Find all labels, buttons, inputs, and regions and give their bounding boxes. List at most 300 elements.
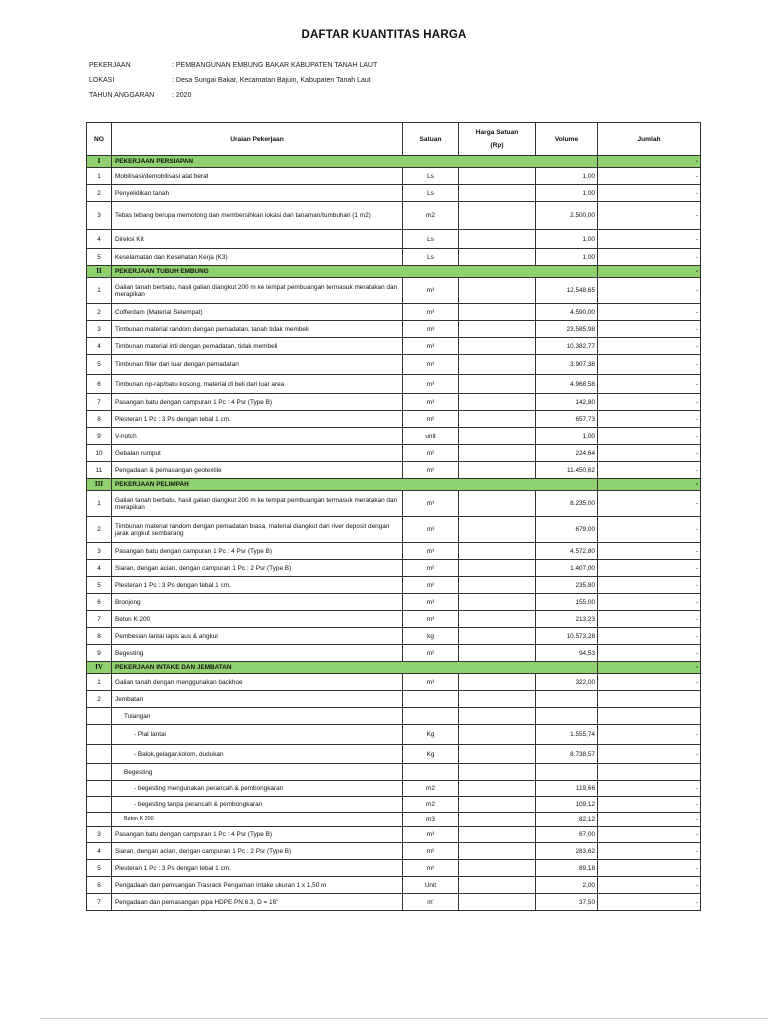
table-row (87, 764, 701, 781)
item-unit-price (459, 375, 536, 394)
item-number: 2 (87, 691, 112, 708)
section-row (87, 266, 701, 278)
item-number (87, 813, 112, 827)
item-volume: 235,80 (536, 577, 598, 594)
item-number: 8 (87, 628, 112, 645)
item-unit (403, 691, 459, 708)
item-volume (536, 691, 598, 708)
table-row (87, 725, 701, 745)
meta-value: : PEMBANGUNAN EMBUNG BAKAR KABUPATEN TANAH LAUT (172, 62, 378, 69)
table-row (87, 745, 701, 764)
header-satuan: Satuan (403, 123, 459, 156)
item-number: 3 (87, 202, 112, 230)
item-number: 6 (87, 594, 112, 611)
meta-label: PEKERJAAN (89, 62, 131, 69)
item-description: - Plat lantai (112, 725, 403, 745)
item-amount: - (598, 445, 701, 462)
table-row (87, 674, 701, 691)
table-row (87, 445, 701, 462)
item-unit-price (459, 249, 536, 266)
header-harga-line1: Harga Satuan (475, 129, 519, 136)
table-row (87, 560, 701, 577)
item-unit-price (459, 628, 536, 645)
table-row (87, 185, 701, 202)
item-unit-price (459, 462, 536, 479)
item-amount (598, 691, 701, 708)
table-row (87, 543, 701, 560)
item-unit: m³ (403, 611, 459, 628)
item-description: Tulangan (112, 708, 403, 725)
item-unit-price (459, 517, 536, 543)
item-unit: m³ (403, 394, 459, 411)
table-row (87, 797, 701, 813)
item-volume: 8.235,00 (536, 491, 598, 517)
item-unit: m2 (403, 797, 459, 813)
item-amount: - (598, 745, 701, 764)
item-amount: - (598, 543, 701, 560)
item-description: Galian tanah berbatu, hasil galian diangkut 200 m ke tempat pembuangan termasuk meratakan dan merapikan (112, 491, 403, 517)
header-no: NO (87, 123, 112, 156)
item-unit-price (459, 394, 536, 411)
item-unit (403, 764, 459, 781)
item-description: - begesting tanpa perancah & pembongkaran (112, 797, 403, 813)
item-description: Pengadaan dan pemsangan Trasrack Pengaman Intake ukuran 1 x 1,50 m (112, 877, 403, 894)
table-row (87, 462, 701, 479)
item-description: Bronjong (112, 594, 403, 611)
item-amount: - (598, 517, 701, 543)
item-number: 10 (87, 445, 112, 462)
item-unit-price (459, 185, 536, 202)
item-unit: m² (403, 445, 459, 462)
section-number: IV (87, 662, 112, 674)
section-total: - (598, 156, 701, 168)
item-unit-price (459, 725, 536, 745)
item-unit: m² (403, 577, 459, 594)
item-unit: m2 (403, 202, 459, 230)
table-row (87, 491, 701, 517)
item-volume: 109,12 (536, 797, 598, 813)
section-title: PEKERJAAN INTAKE DAN JEMBATAN (112, 662, 598, 674)
item-unit: m³ (403, 321, 459, 338)
item-number: 2 (87, 304, 112, 321)
item-description: Begesting (112, 764, 403, 781)
item-number: 7 (87, 394, 112, 411)
table-row (87, 843, 701, 860)
item-number: 4 (87, 338, 112, 355)
item-volume: 1,00 (536, 230, 598, 249)
item-number: 1 (87, 278, 112, 304)
item-unit-price (459, 745, 536, 764)
item-volume: 11.450,62 (536, 462, 598, 479)
table-row (87, 781, 701, 797)
item-unit: Kg (403, 725, 459, 745)
item-number: 3 (87, 827, 112, 843)
item-amount: - (598, 230, 701, 249)
boq-body (87, 156, 701, 911)
item-description: Direksi Kit (112, 230, 403, 249)
item-volume: 155,00 (536, 594, 598, 611)
item-unit-price (459, 708, 536, 725)
item-description: Siaran, dengan acian, dengan campuran 1 Pc : 2 Psr (Type B) (112, 843, 403, 860)
item-unit-price (459, 168, 536, 185)
item-unit: m³ (403, 491, 459, 517)
item-number: 1 (87, 491, 112, 517)
section-title: PEKERJAAN TUBUH EMBUNG (112, 266, 598, 278)
item-unit-price (459, 764, 536, 781)
table-row (87, 202, 701, 230)
meta-label: TAHUN ANGGARAN (89, 92, 155, 99)
table-row (87, 355, 701, 375)
item-amount: - (598, 185, 701, 202)
item-description: Mobilisasi/demobilisasi alat berat (112, 168, 403, 185)
item-volume: 322,00 (536, 674, 598, 691)
item-unit-price (459, 674, 536, 691)
item-number: 7 (87, 894, 112, 911)
item-volume: 94,53 (536, 645, 598, 662)
item-number (87, 745, 112, 764)
table-row (87, 338, 701, 355)
section-title: PEKERJAAN PERSIAPAN (112, 156, 598, 168)
item-number: 2 (87, 517, 112, 543)
item-amount: - (598, 877, 701, 894)
table-row (87, 594, 701, 611)
item-unit: m³ (403, 338, 459, 355)
item-description: Begesting (112, 645, 403, 662)
document-title: DAFTAR KUANTITAS HARGA (301, 29, 467, 41)
item-description: Timbunan material inti dengan pemadatan, tidak membeli (112, 338, 403, 355)
item-unit: m' (403, 894, 459, 911)
item-volume (536, 708, 598, 725)
item-number: 7 (87, 611, 112, 628)
item-amount: - (598, 491, 701, 517)
section-number: III (87, 479, 112, 491)
item-amount: - (598, 202, 701, 230)
item-volume: 679,00 (536, 517, 598, 543)
item-unit: m³ (403, 375, 459, 394)
item-volume: 142,80 (536, 394, 598, 411)
item-unit-price (459, 445, 536, 462)
item-unit: m² (403, 560, 459, 577)
item-unit-price (459, 691, 536, 708)
item-amount: - (598, 278, 701, 304)
item-unit-price (459, 543, 536, 560)
item-unit-price (459, 491, 536, 517)
item-unit-price (459, 230, 536, 249)
table-row (87, 168, 701, 185)
item-number (87, 781, 112, 797)
item-number: 3 (87, 321, 112, 338)
table-row (87, 517, 701, 543)
item-amount: - (598, 168, 701, 185)
item-unit: m³ (403, 517, 459, 543)
item-unit-price (459, 877, 536, 894)
section-number: II (87, 266, 112, 278)
item-volume: 2,00 (536, 877, 598, 894)
table-row (87, 691, 701, 708)
item-unit: m² (403, 843, 459, 860)
header-volume: Volume (536, 123, 598, 156)
section-row (87, 662, 701, 674)
item-amount: - (598, 577, 701, 594)
item-unit-price (459, 860, 536, 877)
item-unit (403, 708, 459, 725)
table-row (87, 860, 701, 877)
item-description: Penyelidikan tanah (112, 185, 403, 202)
item-volume: 283,62 (536, 843, 598, 860)
item-unit: m2 (403, 781, 459, 797)
meta-value: : 2020 (172, 92, 192, 99)
item-amount: - (598, 781, 701, 797)
item-description: Jembatan (112, 691, 403, 708)
section-number: I (87, 156, 112, 168)
item-amount: - (598, 827, 701, 843)
item-amount: - (598, 725, 701, 745)
table-row (87, 304, 701, 321)
item-unit: m3 (403, 813, 459, 827)
item-unit-price (459, 894, 536, 911)
item-number: 4 (87, 843, 112, 860)
item-volume: 4.590,00 (536, 304, 598, 321)
item-volume: 1.407,00 (536, 560, 598, 577)
table-row (87, 894, 701, 911)
item-amount: - (598, 338, 701, 355)
item-description: Keselamatan dan Kesehatan Kerja (K3) (112, 249, 403, 266)
item-description: Timbunan material random dengan pemadatan biasa, material diangkut dari river deposit dengan jarak angkut sembarang (112, 517, 403, 543)
item-unit-price (459, 411, 536, 428)
item-description: Beton K 200 (112, 611, 403, 628)
item-unit: m³ (403, 355, 459, 375)
item-description: Timbunan material random dengan pemadatan, tanah tidak membeli (112, 321, 403, 338)
item-unit: m² (403, 860, 459, 877)
item-volume: 657,73 (536, 411, 598, 428)
item-number (87, 797, 112, 813)
item-number: 8 (87, 411, 112, 428)
item-description: Plesteran 1 Pc : 3 Ps dengan tebal 1 cm. (112, 411, 403, 428)
item-number (87, 708, 112, 725)
table-row (87, 428, 701, 445)
section-row (87, 479, 701, 491)
item-volume: 3.907,38 (536, 355, 598, 375)
item-volume: 224,64 (536, 445, 598, 462)
item-description: Pasangan batu dengan campuran 1 Pc : 4 Psr (Type B) (112, 827, 403, 843)
item-amount: - (598, 843, 701, 860)
item-unit: m² (403, 645, 459, 662)
table-row (87, 628, 701, 645)
item-volume: 213,23 (536, 611, 598, 628)
table-row (87, 411, 701, 428)
item-volume: 4.572,80 (536, 543, 598, 560)
item-volume: 67,00 (536, 827, 598, 843)
item-volume: 10.573,28 (536, 628, 598, 645)
item-description: Pasangan batu dengan campuran 1 Pc : 4 Psr (Type B) (112, 394, 403, 411)
item-volume: 1.555,74 (536, 725, 598, 745)
item-unit: Ls (403, 168, 459, 185)
item-number: 5 (87, 355, 112, 375)
item-amount: - (598, 594, 701, 611)
item-amount (598, 764, 701, 781)
item-unit-price (459, 594, 536, 611)
item-volume: 12.548,65 (536, 278, 598, 304)
item-unit: m³ (403, 543, 459, 560)
item-description: - begesting mengunakan perancah & pembongkaran (112, 781, 403, 797)
item-unit-price (459, 781, 536, 797)
item-amount: - (598, 321, 701, 338)
meta-label: LOKASI (89, 77, 115, 84)
item-amount: - (598, 894, 701, 911)
item-number: 5 (87, 860, 112, 877)
item-number: 6 (87, 375, 112, 394)
item-volume: 82,12 (536, 813, 598, 827)
item-unit-price (459, 560, 536, 577)
item-volume (536, 764, 598, 781)
page-bottom-rule (40, 1018, 768, 1019)
item-description: Beton K 200 (112, 813, 403, 827)
item-number: 2 (87, 185, 112, 202)
item-volume: 1,00 (536, 168, 598, 185)
header-uraian: Uraian Pekerjaan (112, 123, 403, 156)
item-amount: - (598, 428, 701, 445)
item-description: Siaran, dengan acian, dengan campuran 1 Pc : 2 Psr (Type B) (112, 560, 403, 577)
table-row (87, 375, 701, 394)
item-unit: kg (403, 628, 459, 645)
item-number: 11 (87, 462, 112, 479)
table-row (87, 230, 701, 249)
item-amount: - (598, 375, 701, 394)
item-unit-price (459, 827, 536, 843)
item-number: 1 (87, 168, 112, 185)
item-unit-price (459, 338, 536, 355)
item-unit: Ls (403, 185, 459, 202)
item-number: 9 (87, 428, 112, 445)
item-amount: - (598, 560, 701, 577)
item-volume: 37,50 (536, 894, 598, 911)
item-volume: 119,66 (536, 781, 598, 797)
item-volume: 23.585,98 (536, 321, 598, 338)
item-unit-price (459, 304, 536, 321)
item-description: Pasangan batu dengan campuran 1 Pc : 4 Psr (Type B) (112, 543, 403, 560)
item-amount: - (598, 797, 701, 813)
table-row (87, 827, 701, 843)
item-volume: 89,18 (536, 860, 598, 877)
header-harga-satuan (459, 123, 536, 156)
item-unit: Ls (403, 249, 459, 266)
item-unit: m² (403, 411, 459, 428)
item-description: Gebalan rumput (112, 445, 403, 462)
item-unit-price (459, 577, 536, 594)
table-row (87, 278, 701, 304)
item-unit-price (459, 611, 536, 628)
item-number: 1 (87, 674, 112, 691)
item-number (87, 725, 112, 745)
item-unit-price (459, 355, 536, 375)
table-row (87, 877, 701, 894)
item-description: Pengadaan & pemasangan geotextile (112, 462, 403, 479)
table-row (87, 813, 701, 827)
item-volume: 4.968,58 (536, 375, 598, 394)
item-amount: - (598, 304, 701, 321)
item-amount: - (598, 462, 701, 479)
item-unit: unit (403, 428, 459, 445)
item-volume: 8.738,57 (536, 745, 598, 764)
section-row (87, 156, 701, 168)
item-unit: Unit (403, 877, 459, 894)
meta-value: : Desa Sungai Bakar, Kecamatan Bajuin, Kabupaten Tanah Laut (172, 77, 371, 84)
item-volume: 1,00 (536, 185, 598, 202)
item-unit-price (459, 645, 536, 662)
item-description: Plesteran 1 Pc : 3 Ps dengan tebal 1 cm. (112, 577, 403, 594)
item-number (87, 764, 112, 781)
item-amount: - (598, 674, 701, 691)
item-volume: 1,00 (536, 249, 598, 266)
item-description: - Balok,gelagar,kolom, dudukan (112, 745, 403, 764)
item-description: Galian tanah berbatu, hasil galian diangkut 200 m ke tempat pembuangan termasuk meratakan dan merapikan (112, 278, 403, 304)
item-description: Tebas tebang berupa memotong dan membersihkan lokasi dari tanaman/tumbuhan (1 m2) (112, 202, 403, 230)
item-description: Galian tanah dengan menggunakan backhoe (112, 674, 403, 691)
item-unit: m³ (403, 304, 459, 321)
item-amount: - (598, 355, 701, 375)
item-amount (598, 708, 701, 725)
section-total: - (598, 479, 701, 491)
item-unit: m² (403, 462, 459, 479)
item-number: 4 (87, 560, 112, 577)
item-description: V-notch (112, 428, 403, 445)
item-volume: 2.500,00 (536, 202, 598, 230)
item-amount: - (598, 645, 701, 662)
header-harga-line2: (Rp) (490, 142, 504, 149)
item-unit-price (459, 278, 536, 304)
item-amount: - (598, 813, 701, 827)
table-row (87, 321, 701, 338)
item-unit: m³ (403, 278, 459, 304)
item-description: Pembesian lantai lapis aus & angkur (112, 628, 403, 645)
item-unit: m³ (403, 594, 459, 611)
item-amount: - (598, 411, 701, 428)
item-amount: - (598, 249, 701, 266)
item-description: Pengadaan dan pemasangan pipa HDPE PN.6.3, D = 16" (112, 894, 403, 911)
item-number: 4 (87, 230, 112, 249)
item-unit-price (459, 813, 536, 827)
table-row (87, 611, 701, 628)
item-unit-price (459, 202, 536, 230)
item-volume: 10.382,77 (536, 338, 598, 355)
item-description: Timbunan filter dari luar dengan pemadatan (112, 355, 403, 375)
item-volume: 1,00 (536, 428, 598, 445)
item-number: 3 (87, 543, 112, 560)
item-amount: - (598, 628, 701, 645)
table-header-row (87, 123, 701, 156)
item-unit: Ls (403, 230, 459, 249)
section-total: - (598, 266, 701, 278)
table-row (87, 577, 701, 594)
item-number: 9 (87, 645, 112, 662)
item-number: 5 (87, 249, 112, 266)
item-unit: m³ (403, 827, 459, 843)
section-title: PEKERJAAN PELIMPAH (112, 479, 598, 491)
section-total: - (598, 662, 701, 674)
item-unit: m³ (403, 674, 459, 691)
item-amount: - (598, 860, 701, 877)
table-row (87, 708, 701, 725)
item-description: Plesteran 1 Pc : 3 Ps dengan tebal 1 cm. (112, 860, 403, 877)
boq-table (86, 122, 701, 911)
item-description: Timbunan rip-rap/batu kosong, material di beli dari luar area (112, 375, 403, 394)
item-number: 6 (87, 877, 112, 894)
table-row (87, 249, 701, 266)
item-unit-price (459, 843, 536, 860)
item-unit-price (459, 797, 536, 813)
item-description: Cofferdam (Material Setempat) (112, 304, 403, 321)
item-unit-price (459, 428, 536, 445)
